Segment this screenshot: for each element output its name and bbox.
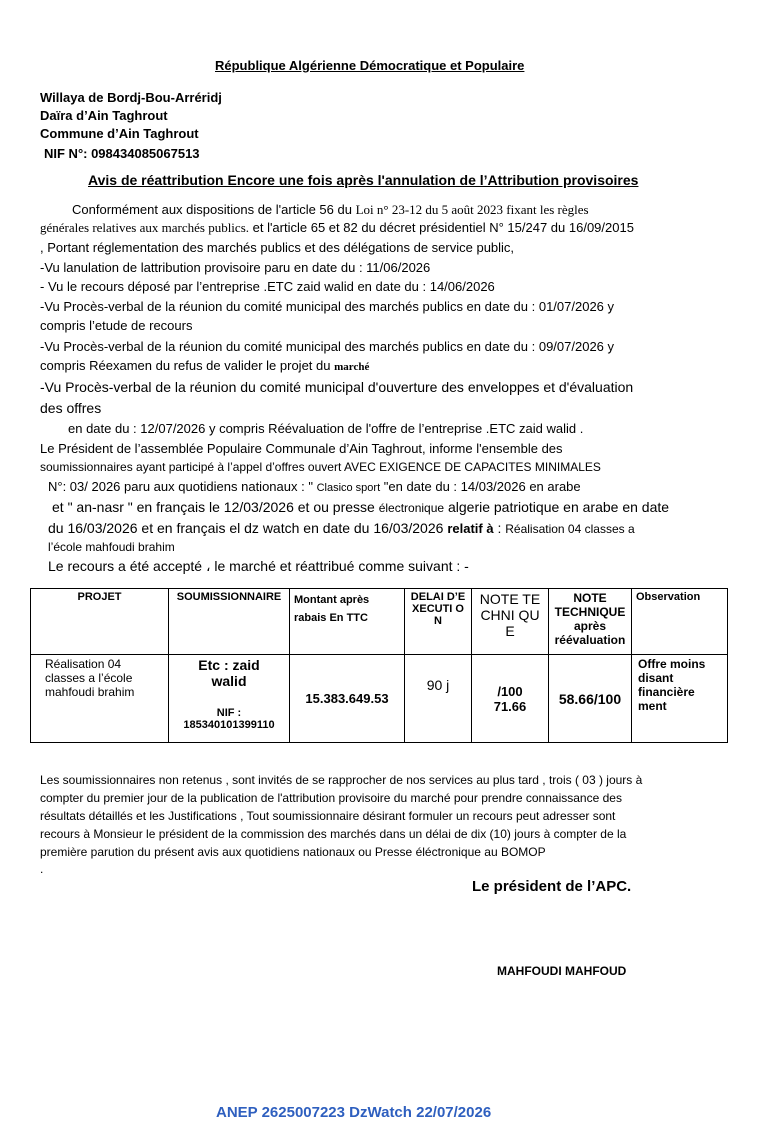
cell-observation: Offre moins disant financière ment [632, 655, 728, 743]
body-line-4: -Vu lanulation de lattribution provisoire paru en date du : 11/06/2026 [40, 260, 431, 275]
cell-delai: 90 j [405, 655, 472, 743]
note-technique-score: 71.66 [493, 698, 527, 714]
attribution-table [30, 588, 728, 743]
body-line-18: l’école mahfoudi brahim [48, 540, 175, 554]
body-line-17: du 16/03/2026 et en français el dz watch en date du 16/03/2026 relatif à : Réalisation 04 classes a [48, 520, 635, 536]
commune-line: Commune d’Ain Taghrout [40, 126, 199, 141]
republic-heading: République Algérienne Démocratique et Populaire [215, 58, 525, 73]
body-line-11: des offres [40, 400, 102, 416]
body-line-13: Le Président de l’assemblée Populaire Communale d’Ain Taghrout, informe l'ensemble des [40, 441, 563, 456]
header-note-technique-reevaluation: NOTE TECHNIQUE après réévaluation [549, 589, 632, 655]
body-line-14: soumissionnaires ayant participé à l’appel d’offres ouvert AVEC EXIGENCE DE CAPACITES MINIMALES [40, 460, 601, 474]
header-montant: Montant après rabais En TTC [290, 589, 405, 655]
body-line-9: compris Réexamen du refus de valider le projet du marché [40, 358, 370, 373]
body-line-7: compris l’etude de recours [40, 318, 193, 333]
body-line-8: -Vu Procès-verbal de la réunion du comité municipal des marchés publics en date du : 09/07/2026 y [40, 339, 615, 354]
cell-note-technique [472, 655, 549, 743]
notice-line-5: première parution du présent avis aux quotidiens nationaux ou Presse éléctronique au BOMOP [40, 845, 546, 859]
cell-montant: 15.383.649.53 [290, 655, 405, 743]
notice-title: Avis de réattribution Encore une fois après l'annulation de l’Attribution provisoires [88, 172, 639, 188]
signature-name: MAHFOUDI MAHFOUD [497, 964, 627, 978]
notice-line-1: Les soumissionnaires non retenus , sont invités de se rapprocher de nos services au plus tard , trois ( 03 ) jours à [40, 773, 643, 787]
body-line-6: -Vu Procès-verbal de la réunion du comité municipal des marchés publics en date du : 01/07/2026 y [40, 299, 615, 314]
note-technique-max: /100 [497, 683, 523, 699]
body-line-2: générales relatives aux marchés publics. et l'article 65 et 82 du décret présidentiel N° 15/247 du 16/09/2015 [40, 220, 634, 235]
body-line-3: , Portant réglementation des marchés publics et des délégations de service public, [40, 240, 515, 255]
notice-line-3: résultats détaillés et les Justifications , Tout soumissionnaire désirant formuler un recours peut adresser sont [40, 809, 616, 823]
body-line-16: et " an-nasr " en français le 12/03/2026 et ou presse électronique algerie patriotique en arabe en date [52, 499, 670, 515]
signature-title: Le président de l’APC. [472, 878, 632, 895]
body-line-5: - Vu le recours déposé par l’entreprise .ETC zaid walid en date du : 14/06/2026 [40, 279, 495, 294]
cell-note-reevaluation: 58.66/100 [549, 655, 632, 743]
soumissionnaire-nif-label: NIF : [216, 707, 242, 719]
notice-line-2: compter du premier jour de la publication de l'attribution provisoire du marché pour prendre connaissance des [40, 791, 622, 805]
body-line-1: Conformément aux dispositions de l'article 56 du Loi n° 23-12 du 5 août 2023 fixant les règles [72, 202, 589, 217]
header-soumissionnaire: SOUMISSIONNAIRE [169, 589, 290, 655]
wilaya-line: Willaya de Bordj-Bou-Arréridj [40, 90, 222, 105]
body-line-19: Le recours a été accepté ، le marché et réattribué comme suivant : - [48, 558, 469, 574]
notice-dot: . [40, 862, 44, 876]
soumissionnaire-nif-value: 185340101399110 [183, 719, 275, 731]
soumissionnaire-name: Etc : zaid walid [198, 657, 260, 689]
header-delai: DELAI D’EXECUTI ON [405, 589, 472, 655]
daira-line: Daïra d’Ain Taghrout [40, 108, 168, 123]
header-projet: PROJET [31, 589, 169, 655]
table-header-row [31, 589, 728, 655]
cell-soumissionnaire [169, 655, 290, 743]
cell-projet: Réalisation 04 classes a l’école mahfoudi brahim [31, 655, 169, 743]
nif-line: NIF N°: 098434085067513 [44, 146, 200, 161]
table-row [31, 655, 728, 743]
body-line-12: en date du : 12/07/2026 y compris Réévaluation de l'offre de l’entreprise .ETC zaid walid . [68, 421, 584, 436]
notice-line-4: recours à Monsieur le président de la commission des marchés dans un délai de dix (10) jours à compter de la [40, 827, 627, 841]
anep-reference: ANEP 2625007223 DzWatch 22/07/2026 [216, 1104, 492, 1121]
body-line-15: N°: 03/ 2026 paru aux quotidiens nationaux : " Clasico sport "en date du : 14/03/2026 en arabe [48, 479, 581, 494]
header-note-technique: NOTE TECHNI QUE [472, 589, 549, 655]
body-line-10: -Vu Procès-verbal de la réunion du comité municipal d'ouverture des enveloppes et d'évaluation [40, 379, 634, 395]
header-observation: Observation [632, 589, 728, 655]
